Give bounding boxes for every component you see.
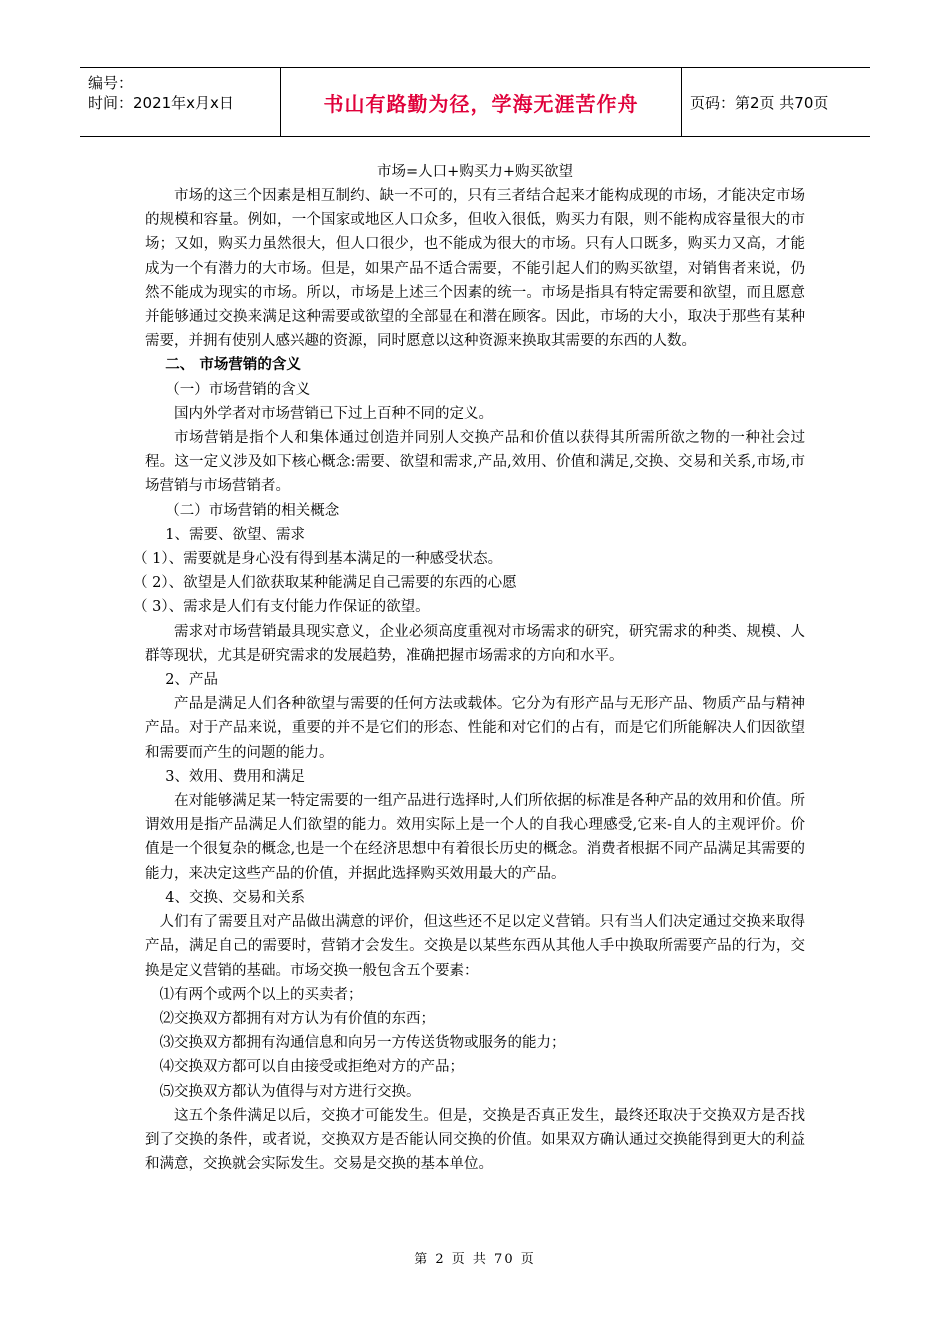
- condition-item: ⑸交换双方都认为值得与对方进行交换。: [159, 1083, 421, 1100]
- paragraph: 在对能够满足某一特定需要的一组产品进行选择时,人们所依据的标准是各种产品的效用和价值。所谓效用是指产品满足人们欲望的能力。效用实际上是一个人的自我心理感受,它来-自人的主观评价。价值是一个很复杂的概念,也是一个在经济思想中有着很长历史的概念。消费者根据不同产品满足其需要的能力，来决定这些产品的价值，并据此选择购买效用最大的产品。: [145, 793, 805, 882]
- paragraph: 人们有了需要且对产品做出满意的评价，但这些还不足以定义营销。只有当人们决定通过交换来取得产品，满足自己的需要时，营销才会发生。交换是以某些东西从其他人手中换取所需要产品的行为，交换是定义营销的基础。市场交换一般包含五个要素：: [145, 914, 805, 979]
- paragraph: 市场的这三个因素是相互制约、缺一不可的，只有三者结合起来才能构成现的市场，才能决定市场的规模和容量。例如，一个国家或地区人口众多，但收入很低，购买力有限，则不能构成容量很大的市场；又如，购买力虽然很大，但人口很少，也不能成为很大的市场。只有人口既多，购买力又高，才能成为一个有潜力的大市场。但是，如果产品不适合需要，不能引起人们的购买欲望，对销售者来说，仍然不能成为现实的市场。所以，市场是上述三个因素的统一。市场是指具有特定需要和欲望，而且愿意并能够通过交换来满足这种需要或欲望的全部显在和潜在顾客。因此，市场的大小，取决于那些有某种需要，并拥有使别人感兴趣的资源，同时愿意以这种资源来换取其需要的东西的人数。: [145, 188, 805, 350]
- section-heading: 二、 市场营销的含义: [165, 356, 301, 374]
- subsection-heading: （一）市场营销的含义: [165, 381, 311, 398]
- condition-item: ⑵交换双方都拥有对方认为有价值的东西；: [159, 1010, 435, 1027]
- number-label: 编号：: [88, 74, 134, 92]
- list-item: （ 1）、需要就是身心没有得到基本满足的一种感受状态。: [133, 551, 503, 568]
- date-label: 时间：2021年x月x日: [88, 94, 234, 112]
- paragraph: 市场营销是指个人和集体通过创造并同别人交换产品和价值以获得其所需所欲之物的一种社会过程。这一定义涉及如下核心概念:需要、欲望和需求,产品,效用、价值和满足,交换、交易和关系,市场,市场营销与市场营销者。: [145, 430, 805, 495]
- paragraph: 需求对市场营销最具现实意义，企业必须高度重视对市场需求的研究，研究需求的种类、规模、人群等现状，尤其是研究需求的发展趋势，准确把握市场需求的方向和水平。: [145, 623, 805, 664]
- list-item: （ 3）、需求是人们有支付能力作保证的欲望。: [133, 599, 430, 616]
- document-body: [133, 160, 805, 1176]
- condition-item: ⑷交换双方都可以自由接受或拒绝对方的产品；: [159, 1059, 464, 1076]
- list-item: 3、效用、费用和满足: [165, 768, 306, 785]
- list-item: 1、需要、欲望、需求: [165, 526, 306, 543]
- paragraph: 这五个条件满足以后，交换才可能发生。但是，交换是否真正发生，最终还取决于交换双方是否找到了交换的条件，或者说，交换双方是否能认同交换的价值。如果双方确认通过交换能得到更大的利益和满意，交换就会实际发生。交易是交换的基本单位。: [145, 1107, 805, 1173]
- paragraph: 产品是满足人们各种欲望与需要的任何方法或载体。它分为有形产品与无形产品、物质产品与精神产品。对于产品来说，重要的并不是它们的形态、性能和对它们的占有，而是它们所能解决人们因欲望和需要而产生的问题的能力。: [145, 696, 805, 761]
- header-info-cell: [80, 68, 281, 136]
- header-motto: 书山有路勤为径，学海无涯苦作舟: [281, 68, 682, 136]
- market-formula: 市场=人口+购买力+购买欲望: [377, 164, 573, 180]
- paragraph: 国内外学者对市场营销已下过上百种不同的定义。: [174, 405, 493, 422]
- header-page-info: 页码：第2页 共70页: [690, 93, 829, 112]
- page-footer: 第 2 页 共 70 页: [414, 1252, 536, 1267]
- list-item: 2、产品: [165, 672, 219, 689]
- list-item: 4、交换、交易和关系: [165, 889, 306, 906]
- list-item: （ 2）、欲望是人们欲获取某种能满足自己需要的东西的心愿: [133, 575, 517, 592]
- page-header: [80, 67, 870, 137]
- condition-item: ⑴有两个或两个以上的买卖者；: [159, 986, 363, 1003]
- subsection-heading: （二）市场营销的相关概念: [165, 502, 340, 519]
- condition-item: ⑶交换双方都拥有沟通信息和向另一方传送货物或服务的能力；: [159, 1035, 566, 1052]
